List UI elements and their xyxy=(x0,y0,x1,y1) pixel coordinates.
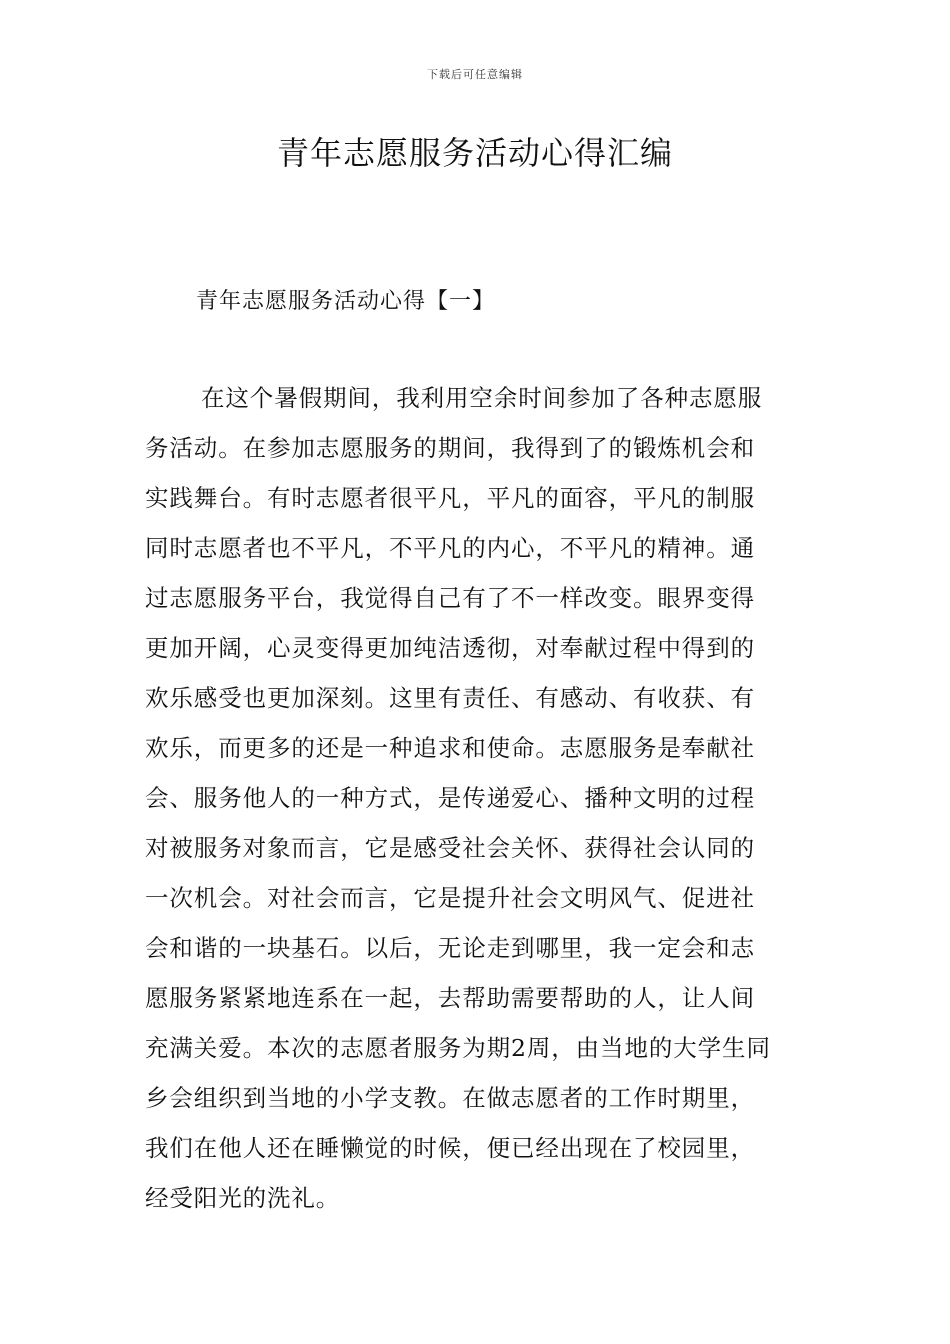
paragraph-line: 同时志愿者也不平凡，不平凡的内心，不平凡的精神。通 xyxy=(145,534,755,562)
paragraph-line: 欢乐感受也更加深刻。这里有责任、有感动、有收获、有 xyxy=(145,684,755,712)
paragraph-line: 经受阳光的洗礼。 xyxy=(145,1184,341,1212)
section-heading: 青年志愿服务活动心得【一】 xyxy=(196,289,496,314)
paragraph-line: 更加开阔，心灵变得更加纯洁透彻，对奉献过程中得到的 xyxy=(145,634,755,662)
paragraph-line: 会、服务他人的一种方式，是传递爱心、播种文明的过程 xyxy=(145,784,755,812)
paragraph-line: 在这个暑假期间，我利用空余时间参加了各种志愿服 xyxy=(201,384,763,412)
paragraph-line: 乡会组织到当地的小学支教。在做志愿者的工作时期里， xyxy=(145,1084,755,1112)
paragraph-line: 对被服务对象而言，它是感受社会关怀、获得社会认同的 xyxy=(145,834,755,862)
paragraph-line: 务活动。在参加志愿服务的期间，我得到了的锻炼机会和 xyxy=(145,434,755,462)
paragraph-line: 欢乐，而更多的还是一种追求和使命。志愿服务是奉献社 xyxy=(145,734,755,762)
paragraph-line: 一次机会。对社会而言，它是提升社会文明风气、促进社 xyxy=(145,884,755,912)
paragraph-line: 过志愿服务平台，我觉得自己有了不一样改变。眼界变得 xyxy=(145,584,755,612)
paragraph-line: 愿服务紧紧地连系在一起，去帮助需要帮助的人，让人间 xyxy=(145,984,755,1012)
paragraph-line: 充满关爱。本次的志愿者服务为期2周，由当地的大学生同 xyxy=(145,1034,771,1062)
paragraph-line: 实践舞台。有时志愿者很平凡，平凡的面容，平凡的制服 xyxy=(145,484,755,512)
header-note: 下载后可任意编辑 xyxy=(427,68,523,81)
paragraph-line: 会和谐的一块基石。以后，无论走到哪里，我一定会和志 xyxy=(145,934,755,962)
body-paragraph xyxy=(145,373,810,1223)
paragraph-line: 我们在他人还在睡懒觉的时候，便已经出现在了校园里， xyxy=(145,1134,755,1162)
document-title: 青年志愿服务活动心得汇编 xyxy=(276,134,673,172)
